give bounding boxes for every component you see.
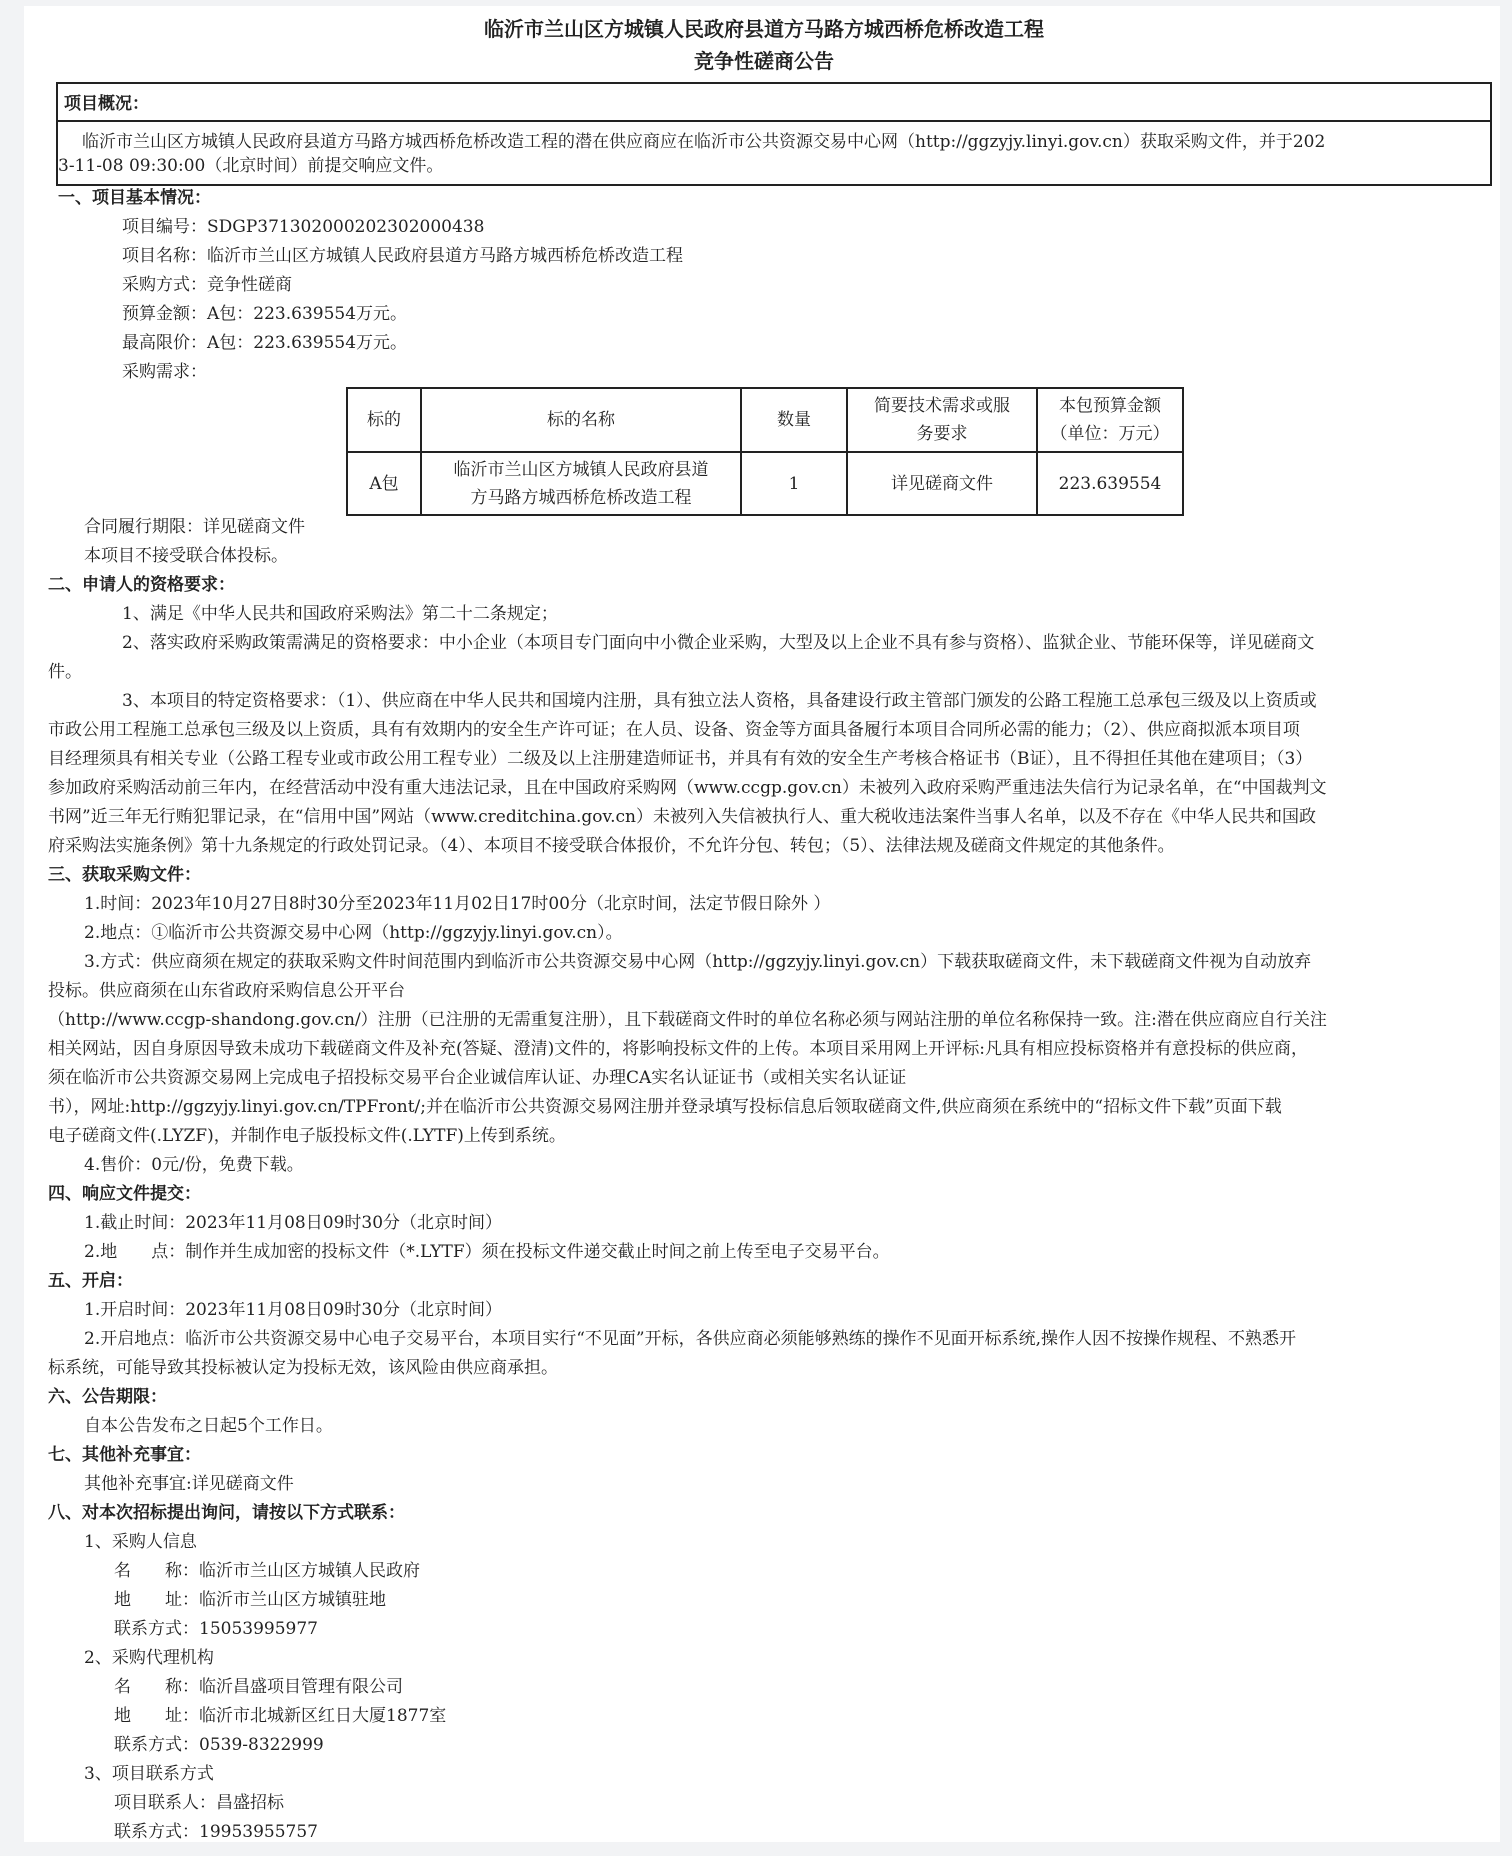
cell-budget: 223.639554 <box>1037 452 1183 515</box>
contact-person: 项目联系人：昌盛招标 <box>114 1793 284 1813</box>
acquire-method-5: 须在临沂市公共资源交易网上完成电子招投标交易平台企业诚信库认证、办理CA实名认证证书（或相关实名认证证 <box>48 1068 907 1088</box>
cell-name <box>421 452 741 515</box>
section-8-heading: 八、对本次招标提出询问，请按以下方式联系： <box>48 1503 405 1523</box>
table-row <box>347 452 1183 515</box>
header-quantity: 数量 <box>741 388 847 452</box>
contact-label: 3、项目联系方式 <box>84 1764 214 1784</box>
qual-2-line-1: 2、落实政府采购政策需满足的资格要求：中小企业（本项目专门面向中小微企业采购，大型及以上企业不具有参与资格）、监狱企业、节能环保等，详见磋商文 <box>122 633 1315 653</box>
header-budget-l1: 本包预算金额 <box>1059 396 1161 416</box>
agency-name: 名 称：临沂昌盛项目管理有限公司 <box>114 1677 403 1697</box>
cell-tech: 详见磋商文件 <box>847 452 1037 515</box>
section-2-heading: 二、申请人的资格要求： <box>48 575 235 595</box>
max-price: 最高限价：A包：223.639554万元。 <box>122 333 408 353</box>
section-4-heading: 四、响应文件提交： <box>48 1184 201 1204</box>
demand-label: 采购需求： <box>122 362 207 382</box>
qual-3-line-4: 参加政府采购活动前三年内，在经营活动中没有重大违法记录，且在中国政府采购网（www.ccgp.gov.cn）未被列入政府采购严重违法失信行为记录名单，在“中国裁判文 <box>48 778 1327 798</box>
acquire-price: 4.售价：0元/份，免费下载。 <box>84 1155 304 1175</box>
opening-place-1: 2.开启地点：临沂市公共资源交易中心电子交易平台，本项目实行“不见面”开标，各供应商必须能够熟练的操作不见面开标系统,操作人因不按操作规程、不熟悉开 <box>84 1329 1297 1349</box>
purchaser-name: 名 称：临沂市兰山区方城镇人民政府 <box>114 1561 420 1581</box>
purchaser-address: 地 址：临沂市兰山区方城镇驻地 <box>114 1590 386 1610</box>
cell-quantity: 1 <box>741 452 847 515</box>
other-matters: 其他补充事宜:详见磋商文件 <box>84 1474 294 1494</box>
acquire-method-1: 3.方式：供应商须在规定的获取采购文件时间范围内到临沂市公共资源交易中心网（http://ggzyjy.linyi.gov.cn）下载获取磋商文件，未下载磋商文件视为自动放弃 <box>84 952 1312 972</box>
qual-3-line-1: 3、本项目的特定资格要求：（1）、供应商在中华人民共和国境内注册，具有独立法人资格，具备建设行政主管部门颁发的公路工程施工总承包三级及以上资质或 <box>122 691 1317 711</box>
section-3-heading: 三、获取采购文件： <box>48 865 201 885</box>
acquire-time: 1.时间：2023年10月27日8时30分至2023年11月02日17时00分（北京时间，法定节假日除外 ） <box>84 894 831 914</box>
qual-2-line-2: 件。 <box>48 662 82 682</box>
submit-place: 2.地 点：制作并生成加密的投标文件（*.LYTF）须在投标文件递交截止时间之前上传至电子交易平台。 <box>84 1242 890 1262</box>
agency-address: 地 址：临沂市北城新区红日大厦1877室 <box>114 1706 447 1726</box>
section-6-heading: 六、公告期限： <box>48 1387 167 1407</box>
qual-3-line-6: 府采购法实施条例》第十九条规定的行政处罚记录。（4）、本项目不接受联合体报价，不允许分包、转包；（5）、法律法规及磋商文件规定的其他条件。 <box>48 836 1175 856</box>
project-number: 项目编号：SDGP371302000202302000438 <box>122 217 485 237</box>
opening-place-2: 标系统，可能导致其投标被认定为投标无效，该风险由供应商承担。 <box>48 1358 558 1378</box>
header-budget <box>1037 388 1183 452</box>
contract-period: 合同履行期限：详见磋商文件 <box>84 517 305 537</box>
header-name: 标的名称 <box>421 388 741 452</box>
acquire-method-7: 电子磋商文件(.LYZF)，并制作电子版投标文件(.LYTF)上传到系统。 <box>48 1126 566 1146</box>
qual-1: 1、满足《中华人民共和国政府采购法》第二十二条规定； <box>122 604 558 624</box>
header-tech <box>847 388 1037 452</box>
header-package: 标的 <box>347 388 421 452</box>
procurement-method: 采购方式：竞争性磋商 <box>122 275 292 295</box>
overview-text-2: 3-11-08 09:30:00（北京时间）前提交响应文件。 <box>58 156 444 176</box>
title-line-1: 临沂市兰山区方城镇人民政府县道方马路方城西桥危桥改造工程 <box>484 17 1044 41</box>
overview-label: 项目概况： <box>64 94 149 114</box>
cell-name-l1: 临沂市兰山区方城镇人民政府县道 <box>453 459 709 480</box>
header-tech-l1: 简要技术需求或服 <box>874 396 1010 416</box>
section-5-heading: 五、开启： <box>48 1271 133 1291</box>
notice-period: 自本公告发布之日起5个工作日。 <box>84 1416 333 1436</box>
agency-phone: 联系方式：0539-8322999 <box>114 1735 324 1755</box>
section-1-heading: 一、项目基本情况： <box>58 188 211 208</box>
table-header-row <box>347 388 1183 452</box>
demand-table <box>346 387 1184 516</box>
submit-deadline: 1.截止时间：2023年11月08日09时30分（北京时间） <box>84 1213 503 1233</box>
qual-3-line-2: 市政公用工程施工总承包三级及以上资质，具有有效期内的安全生产许可证；在人员、设备、资金等方面具备履行本项目合同所必需的能力；（2）、供应商拟派本项目项 <box>48 720 1300 740</box>
header-tech-l2: 务要求 <box>916 424 968 444</box>
agency-label: 2、采购代理机构 <box>84 1648 214 1668</box>
cell-package: A包 <box>347 452 421 515</box>
qual-3-line-3: 目经理须具有相关专业（公路工程专业或市政公用工程专业）二级及以上注册建造师证书，并具有有效的安全生产考核合格证书（B证），且不得担任其他在建项目；（3） <box>48 749 1313 769</box>
document-page <box>24 6 1500 1842</box>
opening-time: 1.开启时间：2023年11月08日09时30分（北京时间） <box>84 1300 503 1320</box>
title-line-2: 竞争性磋商公告 <box>694 49 834 73</box>
acquire-method-4: 相关网站，因自身原因导致未成功下载磋商文件及补充(答疑、澄清)文件的，将影响投标文件的上传。本项目采用网上开评标:凡具有相应投标资格并有意投标的供应商， <box>48 1039 1308 1059</box>
acquire-method-2: 投标。供应商须在山东省政府采购信息公开平台 <box>48 981 405 1001</box>
cell-name-l2: 方马路方城西桥危桥改造工程 <box>470 487 692 508</box>
contact-phone: 联系方式：19953955757 <box>114 1822 318 1842</box>
acquire-method-6: 书），网址:http://ggzyjy.linyi.gov.cn/TPFront/;并在临沂市公共资源交易网注册并登录填写投标信息后领取磋商文件,供应商须在系统中的“招标文件下载”页面下载 <box>48 1097 1282 1117</box>
section-7-heading: 七、其他补充事宜： <box>48 1445 201 1465</box>
acquire-place: 2.地点：①临沂市公共资源交易中心网（http://ggzyjy.linyi.gov.cn）。 <box>84 923 623 943</box>
qual-3-line-5: 书网”近三年无行贿犯罪记录，在“信用中国”网站（www.creditchina.gov.cn）未被列入失信被执行人、重大税收违法案件当事人名单，以及不存在《中华人民共和国政 <box>48 807 1316 827</box>
overview-text-1: 临沂市兰山区方城镇人民政府县道方马路方城西桥危桥改造工程的潜在供应商应在临沂市公共资源交易中心网（http://ggzyjy.linyi.gov.cn）获取采购文件，并于202 <box>82 132 1326 152</box>
purchaser-label: 1、采购人信息 <box>84 1532 197 1552</box>
header-budget-l2: （单位：万元） <box>1050 424 1170 444</box>
no-consortium: 本项目不接受联合体投标。 <box>84 546 288 566</box>
acquire-method-3: （http://www.ccgp-shandong.gov.cn/）注册（已注册的无需重复注册），且下载磋商文件时的单位名称必须与网站注册的单位名称保持一致。注:潜在供应商应自行关注 <box>48 1010 1327 1030</box>
budget-amount: 预算金额：A包：223.639554万元。 <box>122 304 408 324</box>
project-name: 项目名称：临沂市兰山区方城镇人民政府县道方马路方城西桥危桥改造工程 <box>122 246 683 266</box>
purchaser-phone: 联系方式：15053995977 <box>114 1619 318 1639</box>
